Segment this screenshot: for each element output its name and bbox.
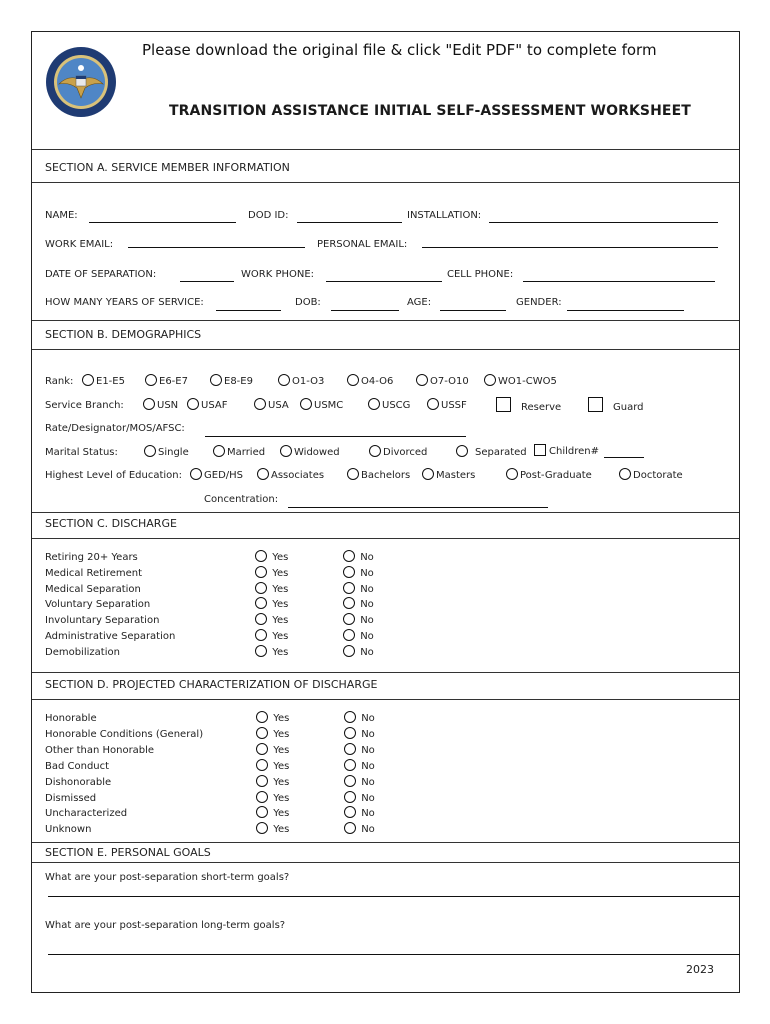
discharge-item: Retiring 20+ Years (45, 552, 138, 563)
reserve-checkbox[interactable]: Reserve (496, 397, 561, 413)
radio-button[interactable] (255, 629, 267, 641)
rate-designator-label: Rate/Designator/MOS/AFSC: (45, 423, 185, 434)
radio-button[interactable] (187, 398, 199, 410)
radio-button[interactable] (256, 775, 268, 787)
discharge-item: Administrative Separation (45, 630, 176, 642)
discharge-item: Medical Retirement (45, 567, 143, 579)
no-option[interactable]: No (344, 727, 375, 743)
cell-phone-field[interactable] (523, 281, 715, 282)
branch-option-ussf[interactable]: USSF (427, 398, 467, 411)
divider (32, 149, 739, 150)
years-of-service-label: HOW MANY YEARS OF SERVICE: (45, 297, 204, 308)
marital-option-single[interactable]: Single (144, 445, 189, 458)
rank-option-e8-e9[interactable]: E8-E9 (210, 374, 253, 387)
dod-id-label: DOD ID: (248, 210, 289, 221)
radio-button[interactable] (506, 468, 518, 480)
date-of-separation-label: DATE OF SEPARATION: (45, 269, 157, 280)
yes-option[interactable]: Yes (255, 645, 288, 661)
marital-option-divorced[interactable]: Divorced (369, 445, 427, 458)
rank-option-o4-o6[interactable]: O4-O6 (347, 374, 393, 387)
education-label: Highest Level of Education: (45, 470, 182, 481)
section-b-heading: SECTION B. DEMOGRAPHICS (45, 328, 202, 341)
characterization-item: Uncharacterized (45, 808, 128, 820)
marital-option-separated[interactable]: Separated (456, 445, 527, 458)
form-title: TRANSITION ASSISTANCE INITIAL SELF-ASSESSMENT WORKSHEET (169, 103, 691, 119)
section-a-heading: SECTION A. SERVICE MEMBER INFORMATION (45, 161, 290, 174)
characterization-no-column (344, 711, 375, 838)
divider (32, 862, 739, 863)
work-email-label: WORK EMAIL: (45, 239, 114, 250)
radio-button[interactable] (190, 468, 202, 480)
rate-designator-field[interactable] (205, 436, 466, 437)
radio-button[interactable] (300, 398, 312, 410)
education-option-associates[interactable]: Associates (257, 468, 324, 481)
radio-button[interactable] (343, 645, 355, 657)
radio-button[interactable] (344, 806, 356, 818)
yes-option[interactable]: Yes (255, 613, 288, 629)
years-of-service-field[interactable] (216, 310, 281, 311)
radio-button[interactable] (344, 727, 356, 739)
divider (32, 182, 739, 183)
yes-option[interactable]: Yes (256, 743, 289, 759)
discharge-item: Involuntary Separation (45, 615, 160, 627)
name-field[interactable] (89, 222, 236, 223)
no-option[interactable]: No (344, 791, 375, 807)
branch-option-usaf[interactable]: USAF (187, 398, 227, 411)
short-term-goals-field[interactable] (48, 896, 740, 897)
concentration-field[interactable] (288, 507, 548, 508)
radio-button[interactable] (143, 398, 155, 410)
dod-seal-logo (45, 46, 117, 118)
cell-phone-label: CELL PHONE: (447, 269, 514, 280)
radio-button[interactable] (255, 613, 267, 625)
rank-option-o1-o3[interactable]: O1-O3 (278, 374, 324, 387)
dod-id-field[interactable] (297, 222, 402, 223)
characterization-item: Dishonorable (45, 776, 112, 788)
radio-button[interactable] (213, 445, 225, 457)
gender-label: GENDER: (516, 297, 562, 308)
discharge-item: Medical Separation (45, 583, 141, 595)
divider (32, 512, 739, 513)
work-email-field[interactable] (128, 247, 305, 248)
education-option-ged-hs[interactable]: GED/HS (190, 468, 243, 481)
gender-field[interactable] (567, 310, 684, 311)
radio-button[interactable] (256, 711, 268, 723)
discharge-item: Demobilization (45, 646, 120, 658)
radio-button[interactable] (344, 759, 356, 771)
divider (32, 320, 739, 321)
no-option[interactable]: No (344, 822, 375, 838)
divider (32, 349, 739, 350)
checkbox[interactable] (534, 444, 546, 456)
radio-button[interactable] (254, 398, 266, 410)
radio-button[interactable] (255, 550, 267, 562)
radio-button[interactable] (256, 791, 268, 803)
yes-option[interactable]: Yes (255, 629, 288, 645)
section-d-heading: SECTION D. PROJECTED CHARACTERIZATION OF DISCHARGE (45, 678, 378, 691)
branch-option-usmc[interactable]: USMC (300, 398, 343, 411)
rank-option-wo1-cwo5[interactable]: WO1-CWO5 (484, 374, 557, 387)
radio-button[interactable] (347, 468, 359, 480)
radio-button[interactable] (344, 822, 356, 834)
age-label: AGE: (407, 297, 432, 308)
radio-button[interactable] (255, 597, 267, 609)
radio-button[interactable] (82, 374, 94, 386)
personal-email-field[interactable] (422, 247, 718, 248)
radio-button[interactable] (343, 566, 355, 578)
characterization-item: Unknown (45, 824, 92, 836)
education-option-masters[interactable]: Masters (422, 468, 475, 481)
radio-button[interactable] (422, 468, 434, 480)
radio-button[interactable] (343, 629, 355, 641)
characterization-item: Dismissed (45, 792, 97, 804)
section-c-heading: SECTION C. DISCHARGE (45, 517, 177, 530)
radio-button[interactable] (427, 398, 439, 410)
education-option-post-graduate[interactable]: Post-Graduate (506, 468, 592, 481)
yes-option[interactable]: Yes (256, 711, 289, 727)
rank-option-o7-o10[interactable]: O7-O10 (416, 374, 469, 387)
short-term-goals-label: What are your post-separation short-term goals? (45, 872, 290, 883)
radio-button[interactable] (144, 445, 156, 457)
no-option[interactable]: No (343, 613, 374, 629)
education-option-bachelors[interactable]: Bachelors (347, 468, 410, 481)
radio-button[interactable] (255, 582, 267, 594)
marital-option-widowed[interactable]: Widowed (280, 445, 340, 458)
radio-button[interactable] (210, 374, 222, 386)
children-checkbox[interactable]: Children# (534, 444, 599, 457)
form-year: 2023 (686, 963, 714, 976)
dob-label: DOB: (295, 297, 321, 308)
radio-button[interactable] (255, 645, 267, 657)
radio-button[interactable] (347, 374, 359, 386)
radio-button[interactable] (256, 727, 268, 739)
dob-field[interactable] (331, 310, 399, 311)
date-of-separation-field[interactable] (180, 281, 234, 282)
yes-option[interactable]: Yes (256, 727, 289, 743)
yes-option[interactable]: Yes (255, 550, 288, 566)
branch-option-usn[interactable]: USN (143, 398, 178, 411)
service-branch-label: Service Branch: (45, 400, 124, 411)
guard-checkbox[interactable]: Guard (588, 397, 644, 413)
divider (32, 842, 739, 843)
name-label: NAME: (45, 210, 78, 221)
installation-field[interactable] (489, 222, 718, 223)
children-count-field[interactable] (604, 457, 644, 458)
radio-button[interactable] (256, 759, 268, 771)
discharge-yes-column (255, 550, 288, 661)
installation-label: INSTALLATION: (407, 210, 482, 221)
discharge-item: Voluntary Separation (45, 599, 151, 611)
no-option[interactable]: No (344, 775, 375, 791)
yes-option[interactable]: Yes (255, 597, 288, 613)
marital-option-married[interactable]: Married (213, 445, 265, 458)
branch-option-uscg[interactable]: USCG (368, 398, 410, 411)
download-notice: Please download the original file & click "Edit PDF" to complete form (142, 41, 657, 59)
radio-button[interactable] (257, 468, 269, 480)
radio-button[interactable] (343, 550, 355, 562)
radio-button[interactable] (344, 743, 356, 755)
yes-option[interactable]: Yes (256, 806, 289, 822)
radio-button[interactable] (343, 582, 355, 594)
radio-button[interactable] (368, 398, 380, 410)
divider (32, 672, 739, 673)
characterization-item: Honorable (45, 713, 97, 724)
marital-status-label: Marital Status: (45, 447, 118, 458)
no-option[interactable]: No (344, 806, 375, 822)
radio-button[interactable] (278, 374, 290, 386)
characterization-item: Other than Honorable (45, 744, 155, 756)
radio-button[interactable] (456, 445, 468, 457)
rank-option-e1-e5[interactable]: E1-E5 (82, 374, 125, 387)
age-field[interactable] (440, 310, 506, 311)
yes-option[interactable]: Yes (256, 791, 289, 807)
long-term-goals-field[interactable] (48, 954, 740, 955)
no-option[interactable]: No (344, 743, 375, 759)
radio-button[interactable] (343, 597, 355, 609)
no-option[interactable]: No (343, 597, 374, 613)
no-option[interactable]: No (343, 629, 374, 645)
radio-button[interactable] (280, 445, 292, 457)
radio-button[interactable] (343, 613, 355, 625)
radio-button[interactable] (344, 711, 356, 723)
no-option[interactable]: No (343, 566, 374, 582)
rank-option-e6-e7[interactable]: E6-E7 (145, 374, 188, 387)
yes-option[interactable]: Yes (255, 582, 288, 598)
no-option[interactable]: No (344, 711, 375, 727)
concentration-label: Concentration: (204, 494, 279, 505)
radio-button[interactable] (369, 445, 381, 457)
work-phone-field[interactable] (326, 281, 442, 282)
yes-option[interactable]: Yes (256, 822, 289, 838)
checkbox[interactable] (588, 397, 603, 412)
characterization-item: Honorable Conditions (General) (45, 728, 204, 740)
no-option[interactable]: No (344, 759, 375, 775)
divider (32, 699, 739, 700)
characterization-yes-column (256, 711, 289, 838)
characterization-item: Bad Conduct (45, 760, 110, 772)
discharge-no-column (343, 550, 374, 661)
long-term-goals-label: What are your post-separation long-term goals? (45, 920, 286, 931)
radio-button[interactable] (619, 468, 631, 480)
branch-option-usa[interactable]: USA (254, 398, 289, 411)
section-e-heading: SECTION E. PERSONAL GOALS (45, 846, 211, 859)
no-option[interactable]: No (343, 645, 374, 661)
rank-label: Rank: (45, 376, 74, 387)
radio-button[interactable] (256, 822, 268, 834)
yes-option[interactable]: Yes (255, 566, 288, 582)
education-option-doctorate[interactable]: Doctorate (619, 468, 683, 481)
radio-button[interactable] (344, 775, 356, 787)
radio-button[interactable] (484, 374, 496, 386)
divider (32, 538, 739, 539)
radio-button[interactable] (256, 806, 268, 818)
work-phone-label: WORK PHONE: (241, 269, 315, 280)
radio-button[interactable] (256, 743, 268, 755)
no-option[interactable]: No (343, 582, 374, 598)
yes-option[interactable]: Yes (256, 775, 289, 791)
radio-button[interactable] (145, 374, 157, 386)
yes-option[interactable]: Yes (256, 759, 289, 775)
discharge-list (45, 550, 175, 661)
worksheet-form (31, 31, 740, 993)
personal-email-label: PERSONAL EMAIL: (317, 239, 408, 250)
characterization-list (45, 711, 203, 838)
radio-button[interactable] (344, 791, 356, 803)
checkbox[interactable] (496, 397, 511, 412)
radio-button[interactable] (416, 374, 428, 386)
no-option[interactable]: No (343, 550, 374, 566)
radio-button[interactable] (255, 566, 267, 578)
